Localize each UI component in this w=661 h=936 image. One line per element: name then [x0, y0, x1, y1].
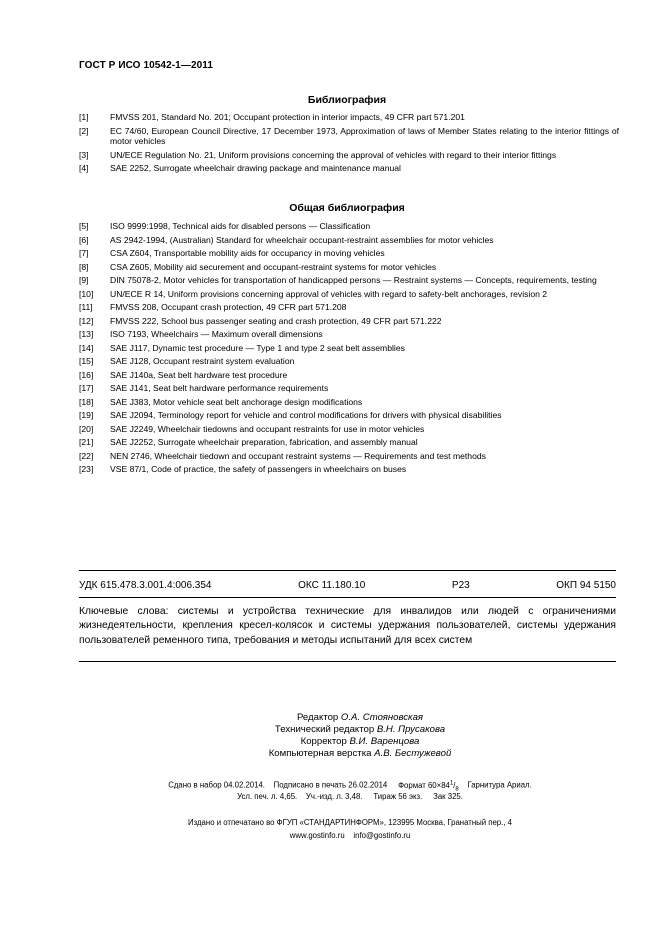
- classification-rule: [79, 597, 616, 598]
- reference-number: [14]: [79, 342, 94, 353]
- reference-number: [19]: [79, 410, 94, 420]
- reference-text: SAE J2094, Terminology report for vehicle and control modifications for drivers with physical disabilities: [110, 410, 502, 420]
- reference-number: [22]: [79, 450, 94, 461]
- reference-text: SAE J383, Motor vehicle seat belt anchorage design modifications: [110, 396, 363, 407]
- order-number: Зак 325.: [433, 792, 463, 801]
- reference-text: UN/ECE R 14, Uniform provisions concerning approval of vehicles with regard to safety-belt anchorages, revision 2: [110, 288, 548, 299]
- reference-text: EC 74/60, European Council Directive, 17 December 1973, Approximation of laws of Member States relating to the interior fittings of motor vehicles: [110, 125, 619, 147]
- reference-number: [17]: [79, 383, 94, 393]
- format-label: Формат 60×84: [398, 780, 450, 790]
- oks-code: ОКС 11.180.10: [298, 580, 366, 591]
- reference-number: [8]: [79, 261, 89, 272]
- reference-number: [4]: [79, 163, 89, 174]
- reference-text: SAE J141, Seat belt hardware performance requirements: [110, 383, 329, 393]
- reference-number: [2]: [79, 125, 89, 136]
- reference-number: [5]: [79, 221, 89, 231]
- reference-number: [9]: [79, 275, 89, 285]
- reference-number: [20]: [79, 423, 94, 434]
- reference-number: [16]: [79, 369, 94, 380]
- format-denominator: 8: [455, 786, 459, 793]
- reference-text: CSA Z605, Mobility aid securement and occupant-restraint systems for motor vehicles: [110, 261, 437, 272]
- reference-item: [79, 248, 619, 259]
- keywords-rule: [79, 661, 616, 662]
- tech-editor-role: Технический редактор: [274, 724, 375, 735]
- reference-item: [79, 451, 619, 462]
- reference-item: [79, 437, 619, 448]
- reference-text: SAE 2252, Surrogate wheelchair drawing package and maintenance manual: [110, 163, 401, 174]
- udk-code: УДК 615.478.3.001.4:006.354: [79, 580, 212, 591]
- layout-name: А.В. Бестужевой: [374, 748, 452, 759]
- editors-block: [220, 712, 500, 760]
- reference-item: [79, 410, 619, 421]
- reference-text: SAE J2249, Wheelchair tiedowns and occupant restraints for use in motor vehicles: [110, 423, 425, 434]
- reference-item: [79, 112, 619, 123]
- tech-editor-line: [220, 724, 500, 736]
- print-date: Подписано в печать 26.02.2014: [273, 780, 388, 790]
- reference-text: DIN 75078-2, Motor vehicles for transportation of handicapped persons — Restraint systems — Concepts, requirements, testing: [110, 275, 597, 285]
- reference-item: [79, 397, 619, 408]
- reference-text: UN/ECE Regulation No. 21, Uniform provisions concerning the approval of vehicles with regard to their interior fittings: [110, 149, 557, 160]
- website-link[interactable]: www.gostinfo.ru: [289, 831, 345, 840]
- reference-number: [6]: [79, 234, 89, 245]
- reference-item: [79, 126, 619, 147]
- reference-item: [79, 370, 619, 381]
- reference-number: [18]: [79, 396, 94, 407]
- corrector-role: Корректор: [300, 736, 347, 747]
- format: Формат $60\times 84^1/_8$: [398, 780, 459, 793]
- email-link[interactable]: info@gostinfo.ru: [353, 831, 411, 840]
- reference-number: [12]: [79, 315, 94, 326]
- group-code: Р23: [451, 580, 470, 591]
- reference-text: ISO 9999:1998, Technical aids for disabled persons — Classification: [110, 221, 371, 231]
- reference-number: [3]: [79, 149, 89, 160]
- imprint-line-2: [100, 791, 600, 803]
- reference-number: [1]: [79, 112, 89, 122]
- typeface: Гарнитура Ариал.: [467, 780, 532, 790]
- reference-text: SAE J117, Dynamic test procedure — Type 1 and type 2 seat belt assemblies: [110, 342, 405, 353]
- reference-item: [79, 150, 619, 161]
- layout-role: Компьютерная верстка: [268, 748, 372, 759]
- reference-number: [13]: [79, 329, 94, 339]
- reference-item: [79, 302, 619, 313]
- reference-number: [11]: [79, 302, 93, 312]
- reference-item: [79, 235, 619, 246]
- tech-editor-name: В.Н. Прусакова: [376, 724, 446, 735]
- standard-header: ГОСТ Р ИСО 10542-1—2011: [79, 60, 214, 71]
- reference-number: [15]: [79, 356, 94, 366]
- reference-text: FMVSS 201, Standard No. 201; Occupant protection in interior impacts, 49 CFR part 571.201: [110, 112, 465, 122]
- pub-sheets: Уч.-изд. л. 3,48.: [305, 792, 363, 801]
- set-date: Сдано в набор 04.02.2014.: [168, 780, 265, 790]
- publisher-line: Издано и отпечатано во ФГУП «СТАНДАРТИНФОРМ», 123995 Москва, Гранатный пер., 4: [188, 818, 512, 827]
- reference-item: [79, 289, 619, 300]
- editor-line: [220, 712, 500, 724]
- reference-item: [79, 464, 619, 475]
- reference-text: VSE 87/1, Code of practice, the safety of passengers in wheelchairs on buses: [110, 464, 407, 474]
- editor-name: О.А. Стояновская: [340, 712, 424, 723]
- reference-number: [23]: [79, 464, 94, 474]
- reference-number: [7]: [79, 248, 89, 258]
- okp-code: ОКП 94 5150: [556, 580, 616, 591]
- classification-row: [79, 580, 616, 591]
- print-sheets: Усл. печ. л. 4,65.: [237, 792, 298, 801]
- corrector-line: [220, 736, 500, 748]
- reference-text: CSA Z604, Transportable mobility aids for occupancy in moving vehicles: [110, 248, 385, 258]
- reference-item: [79, 221, 619, 232]
- reference-number: [21]: [79, 437, 94, 447]
- reference-text: SAE J140a, Seat belt hardware test procedure: [110, 369, 288, 380]
- reference-text: ISO 7193, Wheelchairs — Maximum overall dimensions: [110, 329, 323, 339]
- bibliography-list: [79, 112, 619, 177]
- reference-item: [79, 356, 619, 367]
- reference-item: [79, 343, 619, 354]
- editor-role: Редактор: [296, 712, 339, 723]
- format-numerator: 1: [449, 780, 454, 786]
- layout-line: [220, 748, 500, 760]
- reference-item: [79, 163, 619, 174]
- circulation: Тираж 56 экз.: [373, 792, 423, 801]
- keywords-text: Ключевые слова: системы и устройства технические для инвалидов или людей с ограничениями жизнедеятельности, крепления кресел-колясок и системы удержания пользователей, системы удержания пользователей ременного типа, требования и методы испытаний для всех систем: [79, 606, 616, 646]
- corrector-name: В.И. Варенцова: [349, 736, 420, 747]
- general-bibliography-title: Общая библиография: [289, 202, 405, 214]
- reference-number: [10]: [79, 288, 94, 299]
- reference-item: [79, 383, 619, 394]
- top-rule: [79, 570, 616, 571]
- reference-text: FMVSS 208, Occupant crash protection, 49 CFR part 571.208: [110, 302, 347, 312]
- reference-text: SAE J2252, Surrogate wheelchair preparation, fabrication, and assembly manual: [110, 437, 418, 447]
- reference-item: [79, 424, 619, 435]
- reference-text: AS 2942-1994, (Australian) Standard for wheelchair occupant-restraint assemblies for motor vehicles: [110, 234, 494, 245]
- reference-item: [79, 262, 619, 273]
- reference-item: [79, 275, 619, 286]
- reference-item: [79, 316, 619, 327]
- reference-text: FMVSS 222, School bus passenger seating and crash protection, 49 CFR part 571.222: [110, 315, 442, 326]
- bibliography-title: Библиография: [307, 94, 387, 106]
- contacts-line: [100, 830, 600, 842]
- reference-item: [79, 329, 619, 340]
- general-bibliography-list: [79, 221, 619, 478]
- reference-text: SAE J128, Occupant restraint system evaluation: [110, 356, 295, 366]
- reference-text: NEN 2746, Wheelchair tiedown and occupant restraint systems — Requirements and test methods: [110, 450, 486, 461]
